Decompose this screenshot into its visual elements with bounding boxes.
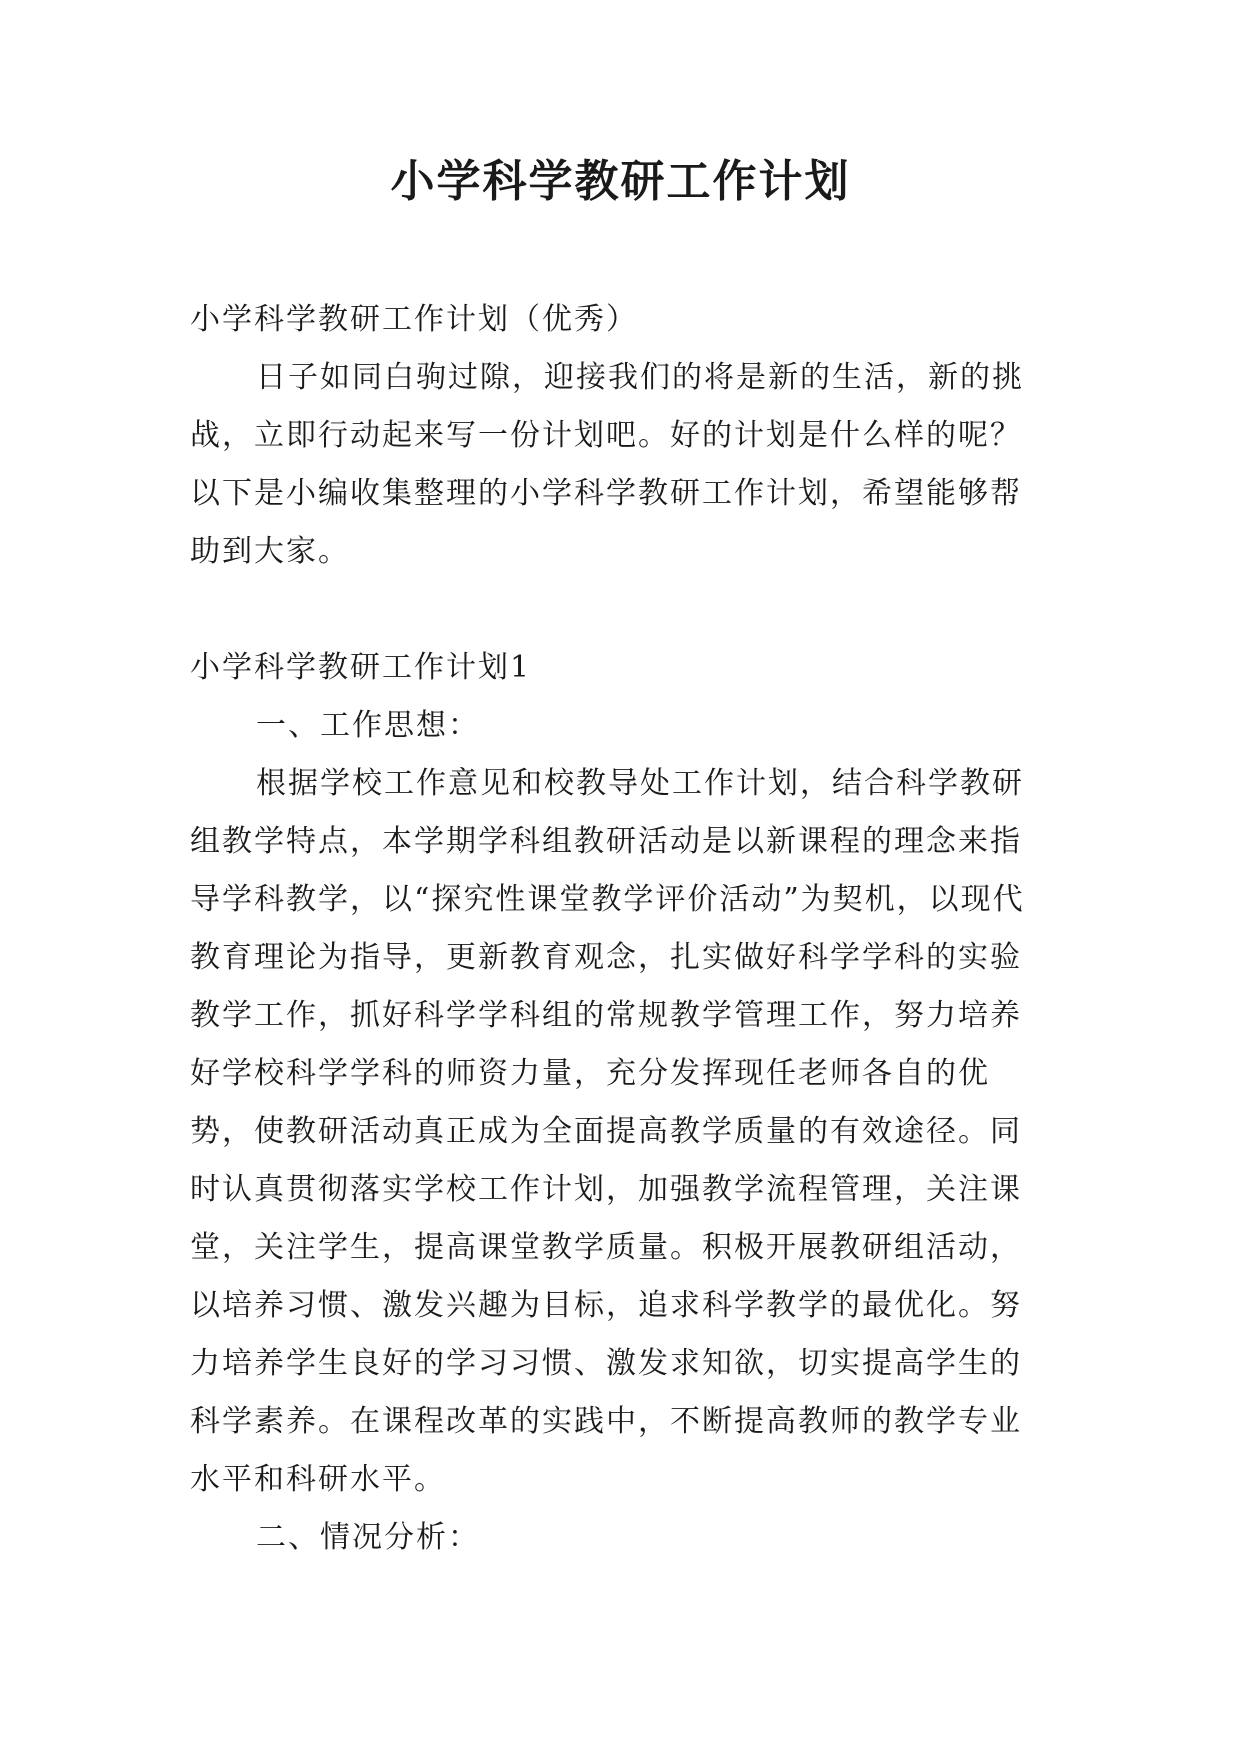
document-body bbox=[190, 291, 1050, 1567]
paragraph-gap bbox=[190, 581, 1050, 639]
document-title: 小学科学教研工作计划 bbox=[390, 156, 851, 207]
part1-heading: 一、工作思想： bbox=[256, 708, 480, 743]
section-heading: 小学科学教研工作计划1 bbox=[190, 650, 532, 685]
intro-paragraph: 日子如同白驹过隙，迎接我们的将是新的生活，新的挑战，立即行动起来写一份计划吧。好的计划是什么样的呢？以下是小编收集整理的小学科学教研工作计划，希望能够帮助到大家。 bbox=[190, 360, 1024, 569]
part1-body: 根据学校工作意见和校教导处工作计划，结合科学教研组教学特点，本学期学科组教研活动是以新课程的理念来指导学科教学，以“探究性课堂教学评价活动”为契机，以现代教育理论为指导，更新教育观念，扎实做好科学学科的实验教学工作，抓好科学学科组的常规教学管理工作，努力培养好学校科学学科的师资力量，充分发挥现任老师各自的优势，使教研活动真正成为全面提高教学质量的有效途径。同时认真贯彻落实学校工作计划，加强教学流程管理，关注课堂，关注学生，提高课堂教学质量。积极开展教研组活动，以培养习惯、激发兴趣为目标，追求科学教学的最优化。努力培养学生良好的学习习惯、激发求知欲，切实提高学生的科学素养。在课程改革的实践中，不断提高教师的教学专业水平和科研水平。 bbox=[190, 766, 1025, 1497]
part2-heading: 二、情况分析： bbox=[256, 1520, 480, 1555]
document-subtitle: 小学科学教研工作计划（优秀） bbox=[190, 302, 638, 337]
